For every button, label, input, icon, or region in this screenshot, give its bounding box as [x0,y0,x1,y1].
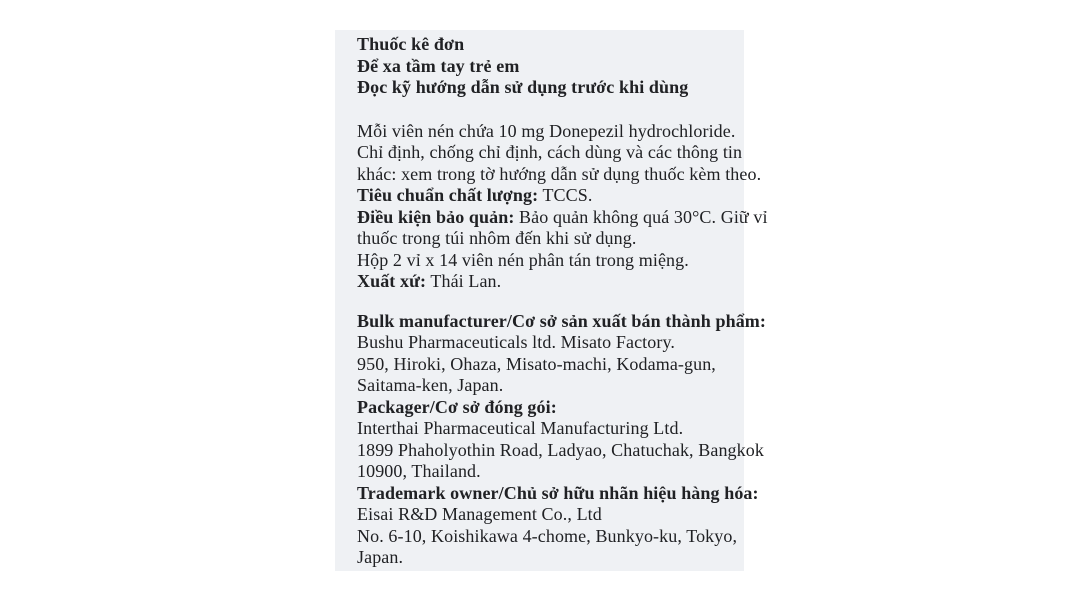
label-text-line: Japan. [357,547,404,567]
label-text-line: thuốc trong túi nhôm đến khi sử dụng. [357,228,637,248]
label-text-line: No. 6-10, Koishikawa 4-chome, Bunkyo-ku, Tokyo, [357,525,738,546]
prescription-warnings-block [357,34,728,99]
label-bold-text: Packager/Cơ sở đóng gói: [357,396,557,417]
label-text-line: Eisai R&D Management Co., Ltd [357,504,602,524]
label-text-line: 10900, Thailand. [357,461,481,481]
label-text-line: Chỉ định, chống chỉ định, cách dùng và các thông tin [357,142,743,162]
label-bold-text: Trademark owner/Chủ sở hữu nhãn hiệu hàng hóa: [357,482,759,503]
manufacturer-info-block [357,310,766,569]
label-bold-text: Tiêu chuẩn chất lượng: [357,185,539,205]
medicine-label-panel [335,30,768,571]
label-text-line [357,310,766,333]
label-text-line: 1899 Phaholyothin Road, Ladyao, Chatuchak, Bangkok [357,439,764,460]
label-text-line: Saitama-ken, Japan. [357,375,504,395]
label-text-line [357,482,759,505]
label-bold-text: Điều kiện bảo quản: [357,206,515,227]
label-bold-text: Bulk manufacturer/Cơ sở sản xuất bán thành phẩm: [357,310,766,331]
label-text-line: Để xa tầm tay trẻ em [357,55,520,76]
label-text-line: Mỗi viên nén chứa 10 mg Donepezil hydrochloride. [357,120,736,141]
label-text-line: Interthai Pharmaceutical Manufacturing Ltd. [357,418,684,438]
label-text-line: Điều kiện bảo quản: Bảo quản không quá 30°C. Giữ vỉ [357,206,768,227]
label-text-line: Bushu Pharmaceuticals ltd. Misato Factory. [357,332,675,352]
label-text-line: 950, Hiroki, Ohaza, Misato-machi, Kodama-gun, [357,353,716,374]
label-text-line: Đọc kỹ hướng dẫn sử dụng trước khi dùng [357,77,689,97]
label-text-line: Thuốc kê đơn [357,34,465,54]
label-text-line: Hộp 2 vỉ x 14 viên nén phân tán trong miệng. [357,249,689,270]
label-text-line: Xuất xứ: Thái Lan. [357,271,502,291]
label-text-line: khác: xem trong tờ hướng dẫn sử dụng thuốc kèm theo. [357,163,762,184]
product-info-block [357,120,768,293]
label-bold-text: Xuất xứ: [357,271,427,291]
label-text-line [357,397,728,419]
label-text-line: Tiêu chuẩn chất lượng: TCCS. [357,185,593,205]
